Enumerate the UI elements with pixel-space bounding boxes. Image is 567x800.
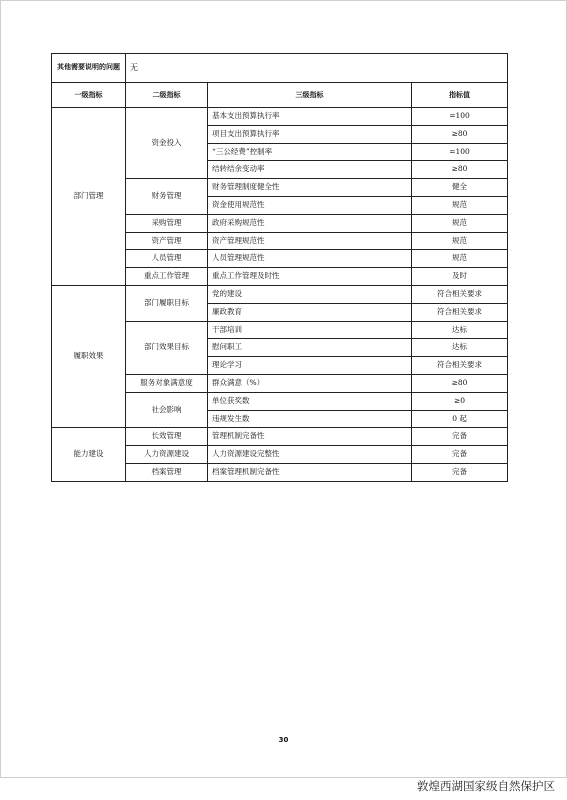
- level3-cell: 人员管理规范性: [208, 250, 412, 268]
- level2-cell: 社会影响: [126, 392, 208, 428]
- level1-cell: 履职效果: [52, 285, 126, 427]
- level3-cell: 基本支出预算执行率: [208, 108, 412, 126]
- level2-cell: 部门效果目标: [126, 321, 208, 374]
- header-level1: 一级指标: [52, 83, 126, 108]
- footer-organization: 敦煌西湖国家级自然保护区: [417, 779, 555, 793]
- value-cell: 符合相关要求: [412, 285, 508, 303]
- level3-cell: 人力资源建设完整性: [208, 446, 412, 464]
- level3-cell: 政府采购规范性: [208, 214, 412, 232]
- table-row: [52, 108, 508, 126]
- performance-indicator-table: [51, 53, 508, 482]
- header-row: [52, 83, 508, 108]
- level2-cell: 档案管理: [126, 463, 208, 481]
- level2-cell: 财务管理: [126, 179, 208, 215]
- level3-cell: 群众满意（%）: [208, 374, 412, 392]
- level3-cell: 党的建设: [208, 285, 412, 303]
- value-cell: ≥80: [412, 125, 508, 143]
- value-cell: 达标: [412, 339, 508, 357]
- header-level3: 三级指标: [208, 83, 412, 108]
- value-cell: 0 起: [412, 410, 508, 428]
- value-cell: =100: [412, 143, 508, 161]
- page-number: 30: [278, 736, 289, 744]
- level2-cell: 重点工作管理: [126, 268, 208, 286]
- level3-cell: 管理机制完备性: [208, 428, 412, 446]
- value-cell: 规范: [412, 214, 508, 232]
- level3-cell: 资金使用规范性: [208, 196, 412, 214]
- level2-cell: 采购管理: [126, 214, 208, 232]
- level3-cell: “三公经费”控制率: [208, 143, 412, 161]
- note-label: 其他需要说明的问题: [52, 54, 126, 83]
- level2-cell: 资产管理: [126, 232, 208, 250]
- header-level2: 二级指标: [126, 83, 208, 108]
- value-cell: 规范: [412, 232, 508, 250]
- level3-cell: 档案管理机制完备性: [208, 463, 412, 481]
- level3-cell: 理论学习: [208, 357, 412, 375]
- value-cell: 完备: [412, 463, 508, 481]
- value-cell: 及时: [412, 268, 508, 286]
- table-row: [52, 428, 508, 446]
- level3-cell: 廉政教育: [208, 303, 412, 321]
- level3-cell: 单位获奖数: [208, 392, 412, 410]
- value-cell: ≥80: [412, 161, 508, 179]
- value-cell: ≥0: [412, 392, 508, 410]
- note-value: 无: [126, 54, 508, 83]
- level3-cell: 结转结余变动率: [208, 161, 412, 179]
- level2-cell: 长效管理: [126, 428, 208, 446]
- value-cell: =100: [412, 108, 508, 126]
- value-cell: 完备: [412, 428, 508, 446]
- value-cell: 符合相关要求: [412, 357, 508, 375]
- level3-cell: 重点工作管理及时性: [208, 268, 412, 286]
- level3-cell: 干部培训: [208, 321, 412, 339]
- level2-cell: 服务对象满意度: [126, 374, 208, 392]
- level2-cell: 资金投入: [126, 108, 208, 179]
- level2-cell: 部门履职目标: [126, 285, 208, 321]
- value-cell: 符合相关要求: [412, 303, 508, 321]
- level3-cell: 项目支出预算执行率: [208, 125, 412, 143]
- level1-cell: 能力建设: [52, 428, 126, 481]
- level1-cell: 部门管理: [52, 108, 126, 286]
- header-value: 指标值: [412, 83, 508, 108]
- level2-cell: 人力资源建设: [126, 446, 208, 464]
- level3-cell: 财务管理制度健全性: [208, 179, 412, 197]
- level3-cell: 资产管理规范性: [208, 232, 412, 250]
- table-row: [52, 285, 508, 303]
- value-cell: 规范: [412, 250, 508, 268]
- value-cell: ≥80: [412, 374, 508, 392]
- note-row: [52, 54, 508, 83]
- level2-cell: 人员管理: [126, 250, 208, 268]
- value-cell: 完备: [412, 446, 508, 464]
- value-cell: 健全: [412, 179, 508, 197]
- level3-cell: 慰问职工: [208, 339, 412, 357]
- value-cell: 规范: [412, 196, 508, 214]
- value-cell: 达标: [412, 321, 508, 339]
- level3-cell: 违规发生数: [208, 410, 412, 428]
